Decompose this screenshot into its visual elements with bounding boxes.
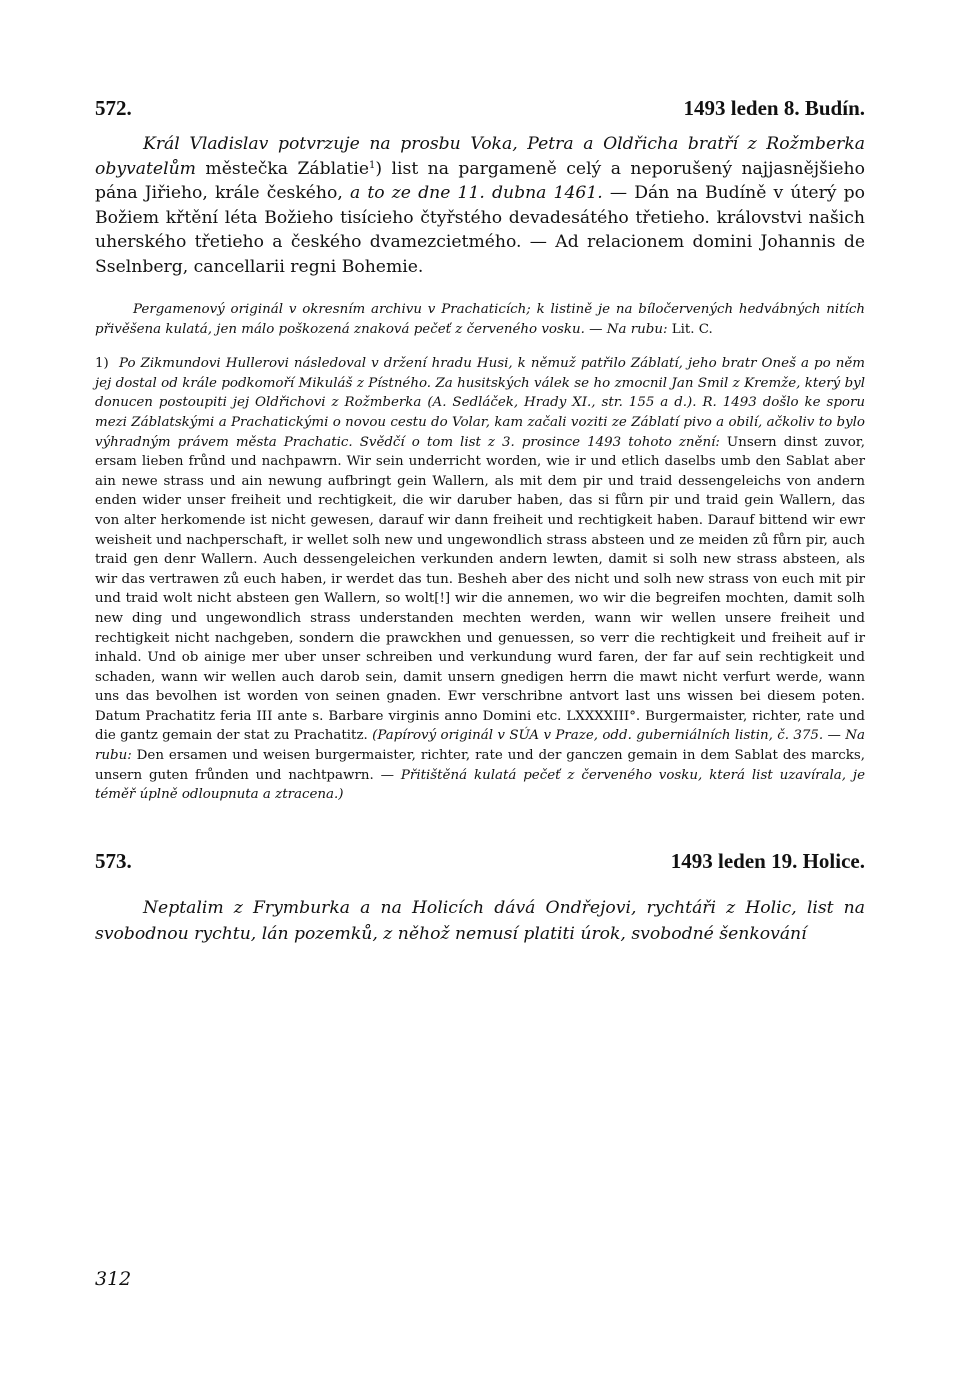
footnote-italic-1: Po Zikmundovi Hullerovi následoval v držení hradu Husi, k němuž patřilo Záblatí, jeho bratr Oneš a po něm jej dostal od krále podkomoří Mikuláš z Pístného. Za husitských válek se ho zmocnil Jan Smil z Kremže, který byl donucen postoupiti jej Oldřichovi z Rožmberka (A. Sedláček, Hrady XI., str. 155 a d.). R. 1493 došlo ke sporu mezi Záblatskými a Prachatickými o novou cestu do Volar, kam začali voziti ze Záblatí pivo a obilí, ačkoliv to bylo výhradným právem města Prachatic. Svědčí o tom list z 3. prosince 1493 tohoto znění:	[95, 356, 865, 450]
entry-572	[95, 96, 865, 805]
regest-italic-date: a to ze dne 11. dubna 1461.	[349, 183, 603, 203]
footnote-reference: 1	[369, 159, 376, 171]
footnote-italic-3: Přitištěná kulatá pečeť z červeného vosku, která list uzavírala, je téměř úplně odloupnuta a ztracena.)	[95, 767, 865, 803]
regest-text-a: městečka Záblatie	[195, 158, 369, 179]
page-content	[95, 96, 865, 947]
description-italic: Pergamenový originál v okresním archivu v Prachaticích; k listině je na bíločervených hedvábných nitích přivěšena kulatá, jen málo poškozená znaková pečeť z červeného vosku. — Na rubu:	[95, 302, 865, 337]
entry-date-place: 1493 leden 8. Budín.	[683, 96, 865, 120]
entry-regest	[95, 132, 865, 279]
page-number: 312	[95, 1268, 132, 1290]
footnote	[95, 354, 865, 805]
footnote-regular-2: Den ersamen und weisen burgermaister, richter, rate und der ganczen gemain in dem Sablat des marcks, unsern guten frůnden und nachtpawrn. —	[95, 748, 865, 783]
footnote-regular-1: Unsern dinst zuvor, ersam lieben frůnd und nachpawrn. Wir sein underricht worden, wie ir und etlich daselbs umb den Sablat aber ain newe strass und ain newung aufbringt gein Wallern, als mit dem pir und traid dessengeleichs von andern enden wider unser freiheit und rechtigkeit, die wir daruber haben, das si fůrn pir und traid gein Wallern, das von alter herkomende ist nicht gewesen, darauf wir dann freiheit und rechtigkeit haben. Darauf bittend wir ewr weisheit und nachperschaft, ir wellet solh new und ungewondlich strass absteen und ze meiden zů fůrn pir, auch traid gen denr Wallern. Auch dessengeleichen verkunden andern lewten, damit si solh new strass absteen, als wir das vertrawen zů euch haben, ir werdet das tun. Besheh aber des nicht und solh new strass von euch mit pir und traid wolt nicht absteen gen Wallern, so wolt[!] wir die annemen, wo wir die begreifen mochten, damit solh new ding und ungewondlich strass understanden mechten werden, wann wir wellen unsere freiheit und rechtigkeit nicht nachgeben, sondern die prawckhen und genuessen, so verr die rechtigkeit und freiheit auf ir inhald. Und ob ainige mer uber unser schreiben und verkundung wurd faren, der far auf sein rechtigkeit und schaden, wann wir wellen auch darob sein, damit unsern gnedigen herrn die mawt nicht verfurt werde, wann uns das bevolhen ist worden von seinen gnaden. Ewr verschribne antvort last uns wissen bei diesem poten. Datum Prachatitz feria III ante s. Barbare virginis anno Domini etc. LXXXXIII°. Burgermaister, richter, rate und die gantz gemain der stat zu Prachatitz.	[95, 434, 865, 744]
regest-text-b: ) list na pargameně celý a neporušený najjasnějšieho pána Jiřieho, krále českého,	[95, 158, 865, 203]
entry-regest	[95, 895, 865, 947]
footnote-mark: 1)	[95, 356, 109, 372]
regest-text-c: — Dán na Budíně v úterý po Božiem křtění léta Božieho tisícieho čtyřstého devadesátého třetieho. královstvi našich uherského třetieho a českého dvamezcietmého. — Ad relacionem domini Johannis de Sselnberg, cancellarii regni Bohemie.	[95, 183, 865, 277]
entry-date-place: 1493 leden 19. Holice.	[670, 848, 865, 873]
entry-573	[95, 849, 865, 947]
entry-header	[95, 849, 865, 873]
entry-number: 572.	[95, 96, 132, 120]
regest-italic-intro: Král Vladislav potvrzuje na prosbu Voka, Petra a Oldřicha bratří z Rožmberka obyvatelům	[95, 134, 865, 179]
entry-number: 573.	[95, 848, 132, 873]
archival-description	[95, 300, 865, 339]
description-regular: Lit. C.	[667, 321, 713, 337]
footnote-italic-2: (Papírový originál v SÚA v Praze, odd. guberniálních listin, č. 375. — Na rubu:	[95, 728, 865, 764]
entry-header	[95, 96, 865, 120]
regest-italic: Neptalim z Frymburka a na Holicích dává Ondřejovi, rychtáři z Holic, list na svobodnou rychtu, lán pozemků, z něhož nemusí platiti úrok, svobodné šenkování	[95, 897, 865, 944]
